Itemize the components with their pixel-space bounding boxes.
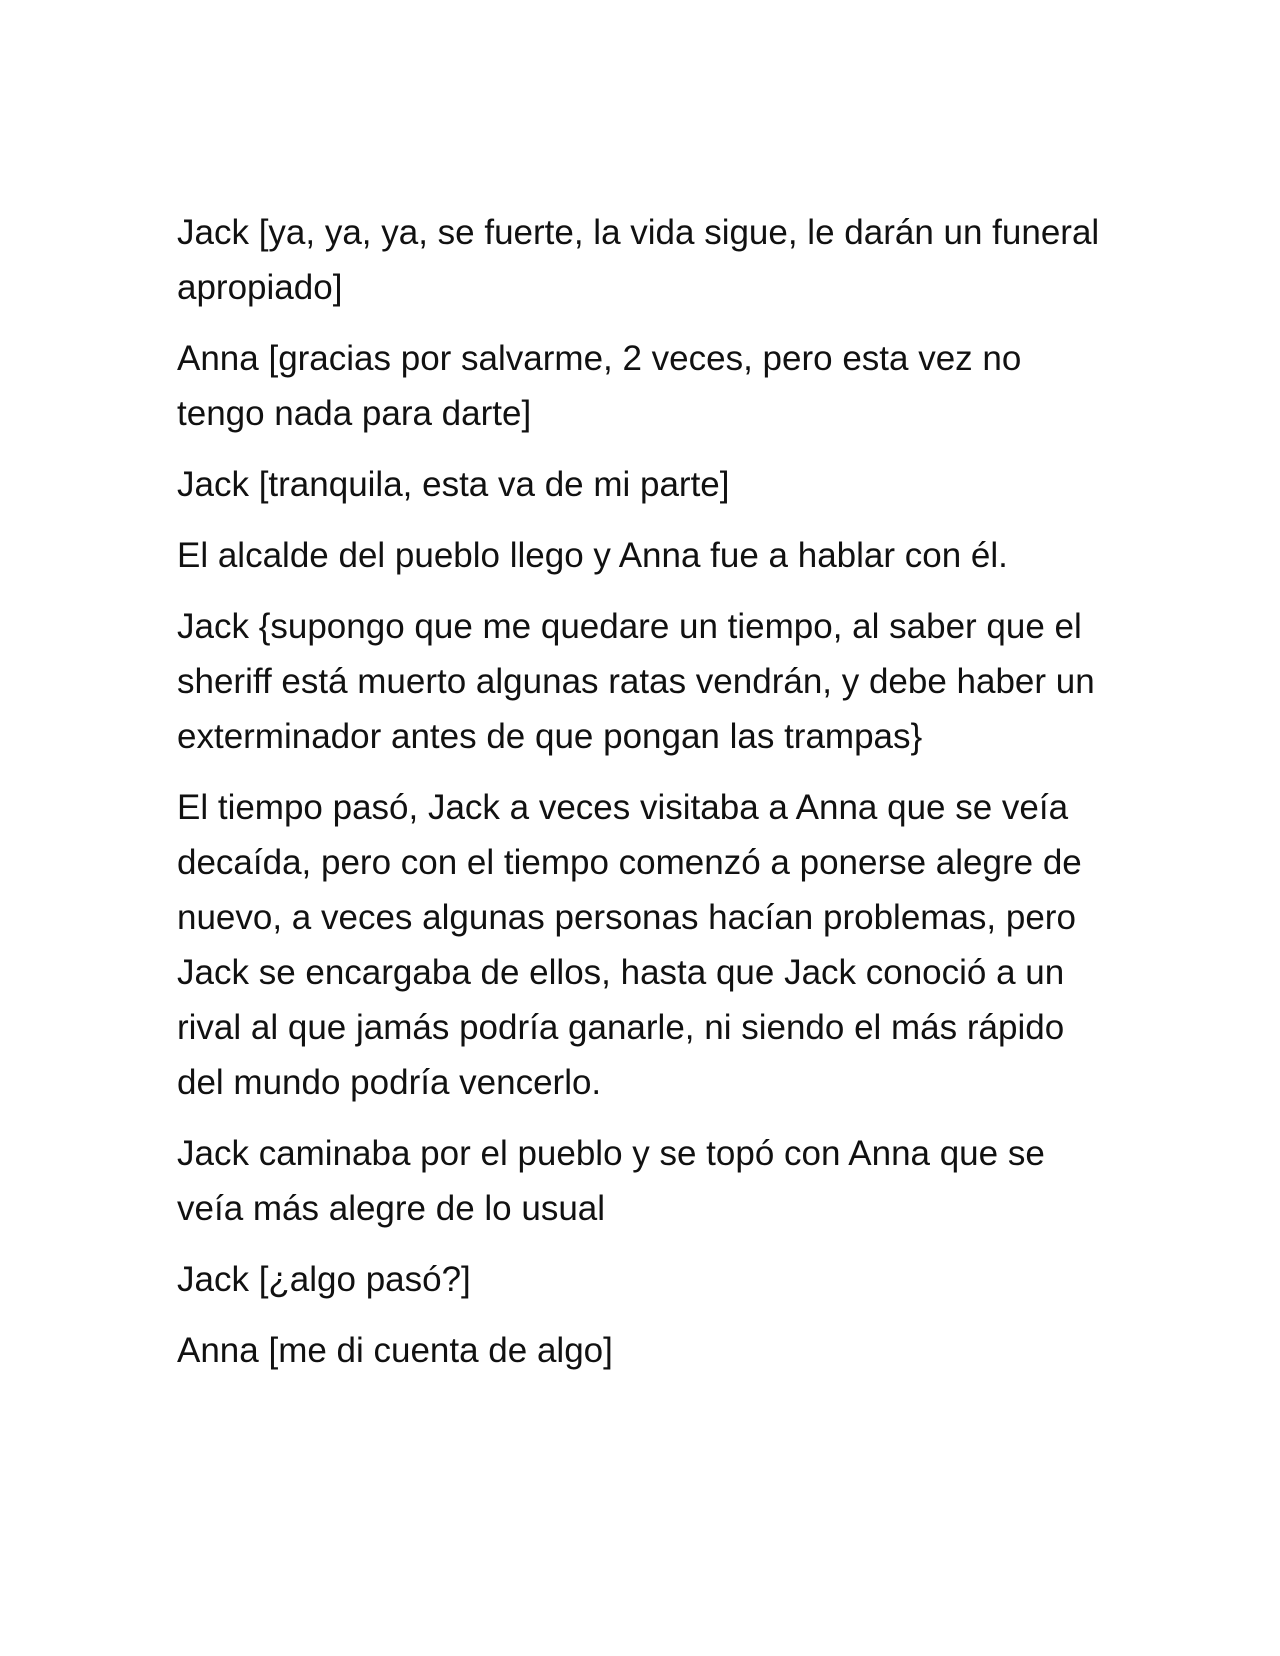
- paragraph-anna-cuenta: Anna [me di cuenta de algo]: [177, 1331, 613, 1370]
- paragraph-jack-thought: Jack {supongo que me quedare un tiempo, al saber que el sheriff está muerto algunas ratas vendrán, y debe haber un exterminador antes de que pongan las trampas}: [177, 607, 1095, 756]
- paragraph-jack-tranquila: Jack [tranquila, esta va de mi parte]: [177, 465, 730, 504]
- paragraph-jack-funeral: Jack [ya, ya, ya, se fuerte, la vida sigue, le darán un funeral apropiado]: [177, 213, 1100, 307]
- paragraph-alcalde: El alcalde del pueblo llego y Anna fue a hablar con él.: [177, 536, 1008, 575]
- paragraph-jack-algo-paso: Jack [¿algo pasó?]: [177, 1260, 471, 1299]
- document-body: [177, 205, 1117, 1394]
- paragraph-tiempo-paso: El tiempo pasó, Jack a veces visitaba a Anna que se veía decaída, pero con el tiempo comenzó a ponerse alegre de nuevo, a veces algunas personas hacían problemas, pero Jack se encargaba de ellos, hasta que Jack conoció a un rival al que jamás podría ganarle, ni siendo el más rápido del mundo podría vencerlo.: [177, 788, 1082, 1102]
- paragraph-jack-caminaba: Jack caminaba por el pueblo y se topó con Anna que se veía más alegre de lo usual: [177, 1134, 1045, 1228]
- paragraph-anna-thanks: Anna [gracias por salvarme, 2 veces, pero esta vez no tengo nada para darte]: [177, 339, 1022, 433]
